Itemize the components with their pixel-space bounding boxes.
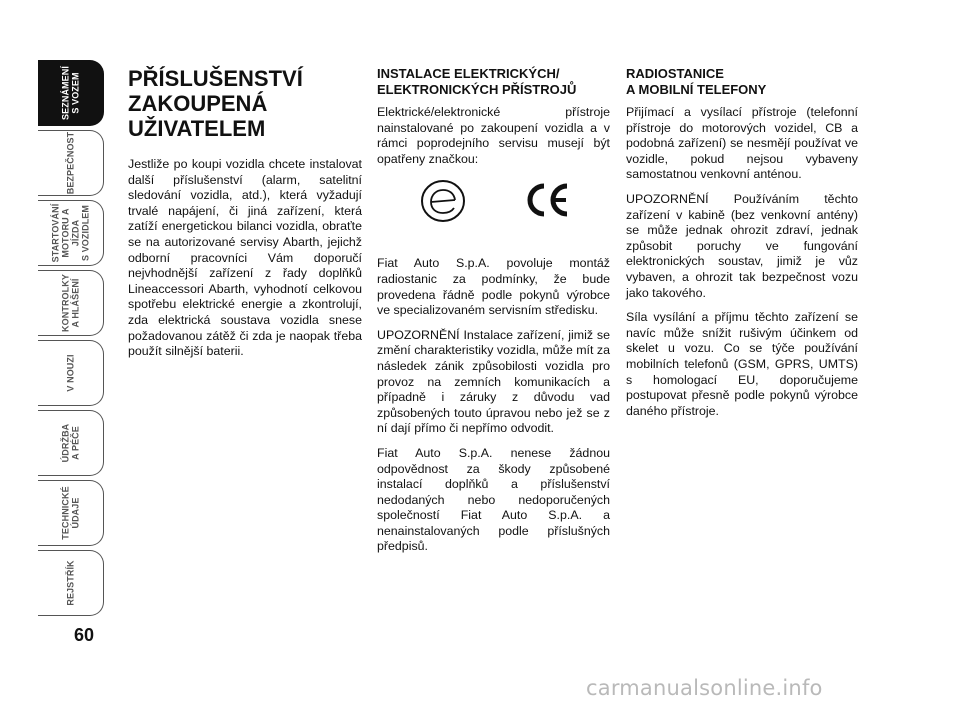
- tab-label: V NOUZI: [65, 354, 76, 392]
- tab-kontrolky[interactable]: [38, 270, 104, 336]
- tab-startovani[interactable]: [38, 200, 104, 266]
- section-title: INSTALACE ELEKTRICKÝCH/ ELEKTRONICKÝCH PŘÍSTROJŮ: [377, 66, 577, 97]
- page-title: PŘÍSLUŠENSTVÍ ZAKOUPENÁ UŽIVATELEM: [128, 66, 303, 141]
- tab-rejstrik[interactable]: [38, 550, 104, 616]
- column-radios: [626, 66, 858, 428]
- paragraph: Fiat Auto S.p.A. povoluje montáž radiostanic za podmínky, že bude provedena řádně podle pokynů výrobce ve specializovaném servisním středisku.: [377, 256, 610, 318]
- tab-bezpecnost[interactable]: [38, 130, 104, 196]
- warning-paragraph: UPOZORNĚNÍ Používáním těchto zařízení v kabině (bez venkovní antény) se může jednak ohrozit zdraví, jednak způsobit poruchy ve fungování elektronických soustav, jimiž je vůz vybaven, a ohrozit tak bezpečnost vozu jako takového.: [626, 191, 858, 300]
- tab-label: TECHNICKÉ ÚDAJE: [60, 486, 81, 540]
- section-title: RADIOSTANICE A MOBILNÍ TELEFONY: [626, 66, 767, 97]
- tab-seznameni-s-vozem[interactable]: [38, 60, 104, 126]
- e-mark-icon: [419, 178, 467, 224]
- certification-marks: [377, 176, 610, 242]
- section-sidebar: [38, 60, 106, 620]
- warning-paragraph: UPOZORNĚNÍ Instalace zařízení, jimiž se změní charakteristiky vozidla, může mít za následek zánik způsobilosti vozidla pro provoz na zemních komunikacích a případně i záruky z důvodu vad způsobených touto úpravou nebo jež se z ní dají přímo či nepřímo odvodit.: [377, 327, 610, 436]
- tab-udrzba[interactable]: [38, 410, 104, 476]
- paragraph: Elektrické/elektronické přístroje nainstalované po zakoupení vozidla a v rámci poprodejního servisu musejí být opatřeny značkou:: [377, 105, 610, 166]
- ce-mark-icon: [523, 182, 571, 218]
- watermark: carmanualsonline.info: [586, 676, 823, 700]
- page-number: 60: [74, 625, 95, 645]
- paragraph: Přijímací a vysílací přístroje (telefonní přístroje do motorových vozidel, CB a podobná zařízení) se nesmějí používat ve vozidle, pokud nejsou vybaveny samostatnou venkovní anténou.: [626, 105, 858, 182]
- tab-label: REJSTŘÍK: [65, 560, 76, 606]
- column-accessories: [128, 66, 362, 369]
- paragraph: Jestliže po koupi vozidla chcete instalovat další příslušenství (alarm, satelitní sledování vozidla, atd.), která vyžadují trvalé napájení, či jiná zařízení, která zatíží energetickou bilanci vozidla, obraťte se na autorizované servisy Abarth, jejichž odborní pracovníci Vám doporučí nejvhodnější zařízení z řady doplňků Lineaccessori Abarth, vyhodnotí celkovou spotřebu elektrické energie a zkontrolují, zda elektrická soustava vozidla snese požadovanou zátěž či zda je naopak třeba použít silnější baterii.: [128, 157, 362, 359]
- tab-label: KONTROLKY A HLÁŠENÍ: [60, 274, 81, 332]
- tab-label: SEZNÁMENÍ S VOZEM: [60, 66, 81, 120]
- column-installation: [377, 66, 610, 564]
- tab-technicke-udaje[interactable]: [38, 480, 104, 546]
- tab-label: ÚDRŽBA A PÉČE: [60, 423, 81, 463]
- tab-label: STARTOVÁNÍ MOTORU A JÍZDA S VOZIDLEM: [50, 203, 91, 263]
- paragraph: Fiat Auto S.p.A. nenese žádnou odpovědnost za škody způsobené instalací doplňků a příslušenství nedodaných nebo nedoporučených společností Fiat Auto S.p.A. a nenainstalovaných podle příslušných předpisů.: [377, 445, 610, 554]
- paragraph: Síla vysílání a příjmu těchto zařízení se navíc může snížit rušivým účinkem od skelet u vozu. Co se týče používání mobilních telefonů (GSM, GPRS, UMTS) s homologací EU, doporučujeme postupovat přesně podle pokynů výrobce daného přístroje.: [626, 310, 858, 418]
- tab-label: BEZPEČNOST: [65, 131, 76, 195]
- tab-v-nouzi[interactable]: [38, 340, 104, 406]
